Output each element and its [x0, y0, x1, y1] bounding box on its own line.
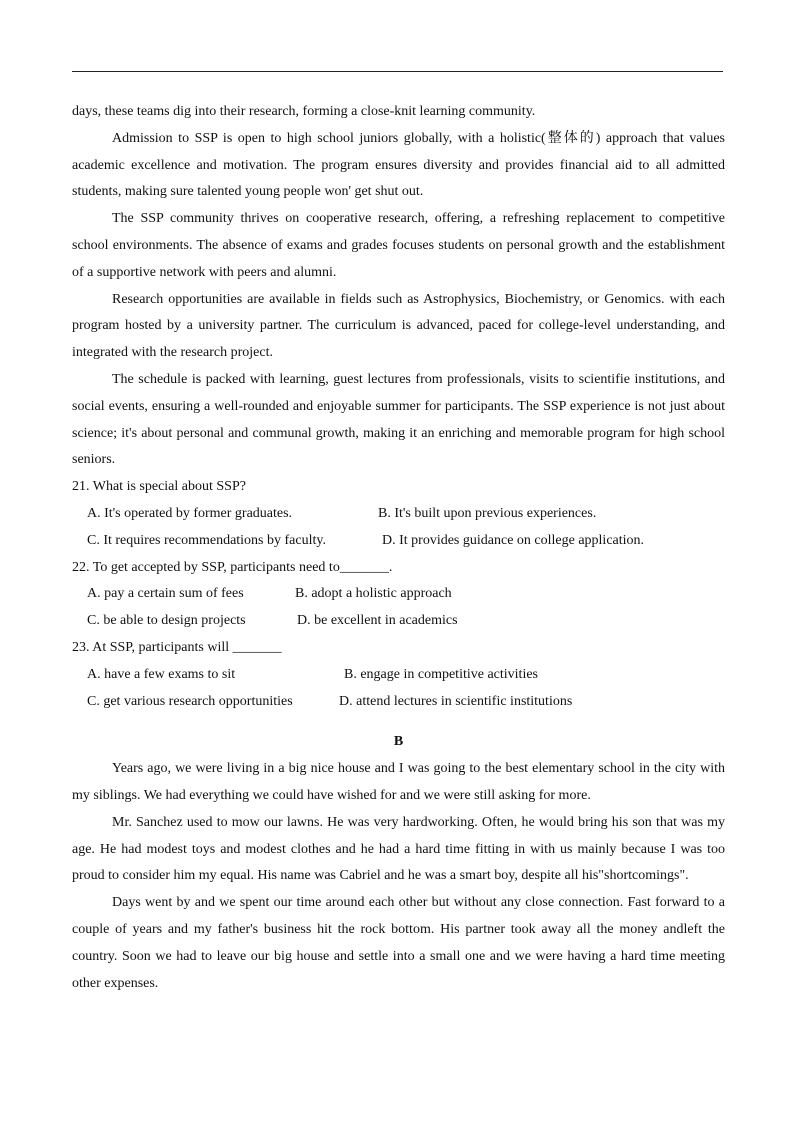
question-21-option-d: D. It provides guidance on college application.: [382, 532, 645, 548]
passage-a-paragraph-1: days, these teams dig into their research, forming a close-knit learning community.: [72, 104, 536, 119]
question-21-option-b: B. It's built upon previous experiences.: [378, 505, 597, 521]
question-23-stem: 23. At SSP, participants will _______: [72, 639, 282, 655]
header-rule: [72, 71, 723, 72]
question-23-options-row-1: [72, 662, 725, 689]
question-23-option-d: D. attend lectures in scientific institutions: [339, 693, 573, 709]
section-b-paragraph-1: Years ago, we were living in a big nice house and I was going to the best elementary school in the city with my siblings. We had everything we could have wished for and we were still asking for more.: [72, 761, 725, 803]
question-22-options-row-2: [72, 608, 725, 635]
passage-a-paragraph-3: The SSP community thrives on cooperative research, offering, a refreshing replacement to competitive school environments. The absence of exams and grades focuses students on personal growth and the establishment of a supportive network with peers and alumni.: [72, 211, 725, 280]
question-22-option-c: C. be able to design projects: [87, 613, 246, 629]
question-23-option-c: C. get various research opportunities: [87, 693, 293, 709]
section-b-heading: B: [393, 734, 404, 750]
question-23-option-b: B. engage in competitive activities: [344, 666, 538, 682]
question-21-option-c: C. It requires recommendations by faculty.: [87, 532, 326, 548]
question-22-option-a: A. pay a certain sum of fees: [87, 586, 244, 602]
question-23-option-a: A. have a few exams to sit: [87, 666, 236, 682]
passage-a-paragraph-4: Research opportunities are available in fields such as Astrophysics, Biochemistry, or Genomics. with each program hosted by a university partner. The curriculum is advanced, paced for college-level understanding, and integrated with the research project.: [72, 291, 725, 361]
question-21-stem: 21. What is special about SSP?: [72, 479, 246, 495]
question-22-options-row-1: [72, 581, 725, 608]
question-21-options-row-2: [72, 528, 725, 555]
question-22-stem: 22. To get accepted by SSP, participants need to_______.: [72, 559, 393, 575]
document-page: [72, 99, 725, 997]
question-23-options-row-2: [72, 689, 725, 716]
question-22-option-d: D. be excellent in academics: [297, 613, 458, 629]
section-b-paragraph-2: Mr. Sanchez used to mow our lawns. He was very hardworking. Often, he would bring his son that was my age. He had modest toys and modest clothes and he had a hard time fitting in with us mainly because I was too proud to consider him my equal. His name was Cabriel and he was a smart boy, despite all his"shortcomings".: [72, 814, 725, 884]
passage-a-paragraph-2: Admission to SSP is open to high school juniors globally, with a holistic(整体的) approach that values academic excellence and motivation. The program ensures diversity and provides financial aid to all admitted students, making sure talented young people won' get shut out.: [72, 130, 725, 200]
section-b-paragraph-3: Days went by and we spent our time around each other but without any close connection. Fast forward to a couple of years and my father's business hit the rock bottom. His partner took away all the money andleft the country. Soon we had to leave our big house and settle into a small one and we were having a hard time meeting other expenses.: [72, 895, 725, 991]
passage-a-paragraph-5: The schedule is packed with learning, guest lectures from professionals, visits to scientifie institutions, and social events, ensuring a well-rounded and enjoyable summer for participants. The SSP experience is not just about science; it's about personal and communal growth, making it an enriching and memorable program for high school seniors.: [72, 371, 725, 468]
question-22-option-b: B. adopt a holistic approach: [295, 586, 452, 602]
question-21-options-row-1: [72, 501, 725, 528]
question-21-option-a: A. It's operated by former graduates.: [87, 505, 293, 521]
